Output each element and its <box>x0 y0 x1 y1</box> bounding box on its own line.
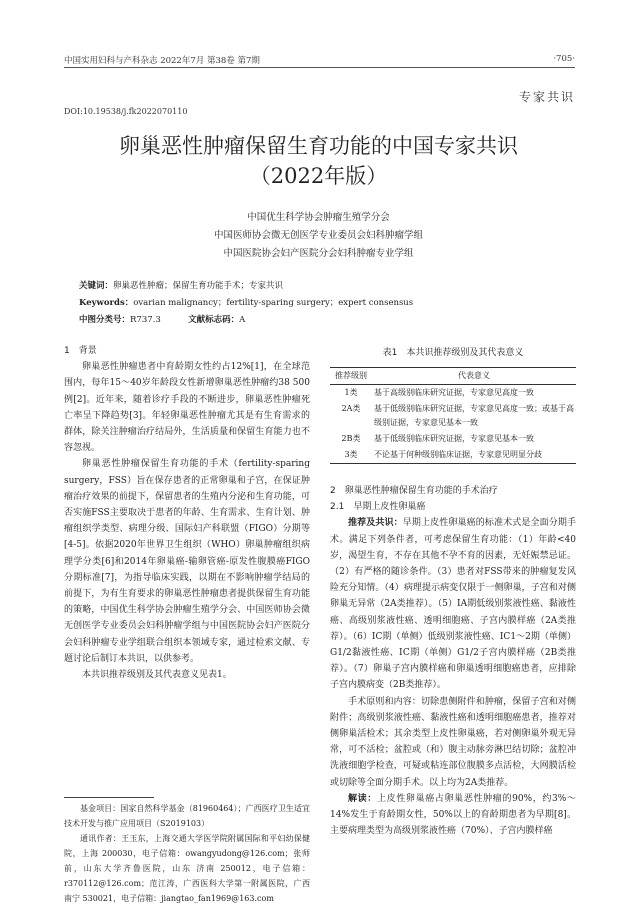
clc-value: R737.3 <box>130 315 161 325</box>
funding-note: 基金项目：国家自然科学基金（81960464）；广西医疗卫生适宜技术开发与推广应用项目（S2019103） <box>64 804 310 828</box>
doi: DOI:10.19538/j.fk2022070110 <box>64 107 188 116</box>
paragraph: 手术原则和内容：切除患侧附件和肿瘤，保留子宫和对侧附件；高级别浆液性癌、黏液性癌和透明细胞癌患者，推荐对侧卵巢活检术；其余类型上皮性卵巢癌，若对侧卵巢外观无异常，可不活检；盆腔或（和）腹主动脉旁淋巴结切除；盆腔冲洗液细胞学检查，可疑或粘连部位腹膜多点活检，大网膜活检或切除等全面分期手术。以上均为2A类推荐。 <box>330 696 576 788</box>
interpretation-label: 解读： <box>348 793 377 804</box>
footnote-rule <box>64 797 154 798</box>
left-column <box>64 343 310 683</box>
author-org: 中国优生科学协会肿瘤生殖学分会 <box>247 212 390 223</box>
recommendation-table <box>330 367 576 464</box>
keywords-cn-label: 关键词： <box>79 281 114 291</box>
section-heading-background: 1 背景 <box>64 346 97 356</box>
table-header: 代表意义 <box>372 368 576 385</box>
recommendation-paragraph <box>330 515 576 693</box>
paragraph: 卵巢恶性肿瘤患者中育龄期女性约占12%[1]，在全球范围内，每年15～40岁年龄段女性新增卵巢恶性肿瘤约38 500例[2]。近年来，随着诊疗手段的不断进步，卵巢恶性肿瘤死亡率呈下降趋势[3]。年轻卵巢恶性肿瘤尤其是有生育需求的群体，除关注肿瘤治疗结局外，生活质量和保留生育能力也不容忽视。 <box>64 362 310 454</box>
table-cell: 2B类 <box>341 434 361 443</box>
table-row <box>330 401 576 431</box>
title-line-2: （2022年版） <box>249 164 388 188</box>
table-caption: 表1 本共识推荐级别及其代表意义 <box>382 348 524 358</box>
keywords-cn <box>79 279 283 291</box>
interpretation-paragraph <box>330 791 576 840</box>
table-cell: 不论基于何种级别临床证据，专家意见明显分歧 <box>372 447 576 464</box>
classification <box>79 313 245 325</box>
title-line-1: 卵巢恶性肿瘤保留生育功能的中国专家共识 <box>119 134 518 158</box>
article-title <box>0 131 637 191</box>
keywords-cn-text: 卵巢恶性肿瘤；保留生育功能手术；专家共识 <box>113 281 284 291</box>
author-organizations <box>0 209 637 263</box>
right-column <box>330 483 576 839</box>
paragraph: 本共识推荐级别及其代表意义见表1。 <box>82 670 232 681</box>
paragraph: 卵巢恶性肿瘤保留生育功能的手术（fertility-sparing surgery，FSS）旨在保存患者的正常卵巢和子宫，在保证肿瘤治疗效果的前提下，保留患者的生殖内分泌和生育功能，可否实施FSS主要取决于患者的年龄、生育需求、生育计划、肿瘤组织学类型、病理分级、国际妇产科联盟（FIGO）分期等[4-5]。依据2020年世界卫生组织（WHO）卵巢肿瘤组织病理学分类[6]和2014年卵巢癌-输卵管癌-原发性腹膜癌FIGO分期标准[7]，为指导临床实践，以期在不影响肿瘤学结局的前提下，为有生育要求的卵巢恶性肿瘤患者提供保留生育功能的策略，中国优生科学协会肿瘤生殖学分会、中国医师协会微无创医学专业委员会妇科肿瘤学组与中国医院协会妇产医院分会妇科肿瘤专业学组联合组织本领域专家，通过检索文献、专题讨论后制订本共识，以供参考。 <box>64 459 310 664</box>
table-header: 推荐级别 <box>330 368 372 385</box>
table-row <box>330 385 576 402</box>
keywords-en-label: Keywords： <box>79 298 134 308</box>
interpretation-text: 上皮性卵巢癌占卵巢恶性肿瘤的90%，约3%～14%发生于育龄期女性，50%以上的育龄期患者为早期[8]。主要病理类型为高级别浆液性癌（70%）、子宫内膜样癌 <box>330 793 576 837</box>
table-row <box>330 431 576 447</box>
doc-code-value: A <box>239 315 246 325</box>
journal-header: 中国实用妇科与产科杂志 2022年7月 第38卷 第7期 <box>64 56 260 66</box>
table-row <box>330 447 576 464</box>
table-cell: 2A类 <box>341 404 361 413</box>
author-org: 中国医院协会妇产医院分会妇科肿瘤专业学组 <box>223 248 414 259</box>
table-cell: 3类 <box>330 447 372 464</box>
corresponding-authors: 通讯作者：王玉东，上海交通大学医学院附属国际和平妇幼保健院，上海 200030，电子信箱：owangyudong@126.com；张师前，山东大学齐鲁医院，山东 济南 250012，电子信箱：r370112@126.com；范江涛，广西医科大学第一附属医院，广西 南宁 530021，电子信箱：jiangtao_fan1969@163.com <box>64 834 310 903</box>
table-cell: 基于高级别临床研究证据，专家意见高度一致 <box>374 388 534 397</box>
author-org: 中国医师协会微无创医学专业委员会妇科肿瘤学组 <box>213 230 423 241</box>
clc-label: 中图分类号： <box>79 315 131 325</box>
subsection-heading: 2.1 早期上皮性卵巢癌 <box>330 502 426 513</box>
footnotes <box>64 801 310 906</box>
table-cell: 基于低级别临床研究证据，专家意见基本一致 <box>374 434 534 443</box>
recommendation-text: 早期上皮性卵巢癌的标准术式是全面分期手术。满足下列条件者，可考虑保留生育功能：（1）年龄<40岁，渴望生育，不存在其他不孕不育的因素，无妊娠禁忌证。（2）有严格的随诊条件。（3）患者对FSS带来的肿瘤复发风险充分知情。（4）病理提示病变仅限于一侧卵巢，子宫和对侧卵巢无异常（2A类推荐）。（5）ⅠA期低级别浆液性癌、黏液性癌、高级别浆液性癌、透明细胞癌、子宫内膜样癌（2A类推荐）。（6）ⅠC期（单侧）低级别浆液性癌、ⅠC1～2期（单侧）G1/2黏液性癌、ⅠC期（单侧）G1/2子宫内膜样癌（2B类推荐）。（7）卵巢子宫内膜样癌和卵巢透明细胞癌患者，应排除子宫内膜病变（2B类推荐）。 <box>330 518 576 691</box>
section-heading-surgery: 2 卵巢恶性肿瘤保留生育功能的手术治疗 <box>330 486 498 496</box>
table-cell: 1类 <box>344 388 358 397</box>
keywords-en-text: ovarian malignancy；fertility-sparing surgery；expert consensus <box>133 298 414 308</box>
doc-code-label: 文献标志码： <box>188 315 240 325</box>
table-header-row <box>330 368 576 385</box>
page-number: ·705· <box>553 54 575 64</box>
keywords-en <box>79 296 413 308</box>
section-label: 专家共识 <box>518 90 575 104</box>
recommendation-label: 推荐及共识： <box>348 518 403 529</box>
header-rule <box>64 67 575 68</box>
table-cell: 基于低级别临床研究证据，专家意见高度一致；或基于高级别证据，专家意见基本一致 <box>374 404 574 427</box>
